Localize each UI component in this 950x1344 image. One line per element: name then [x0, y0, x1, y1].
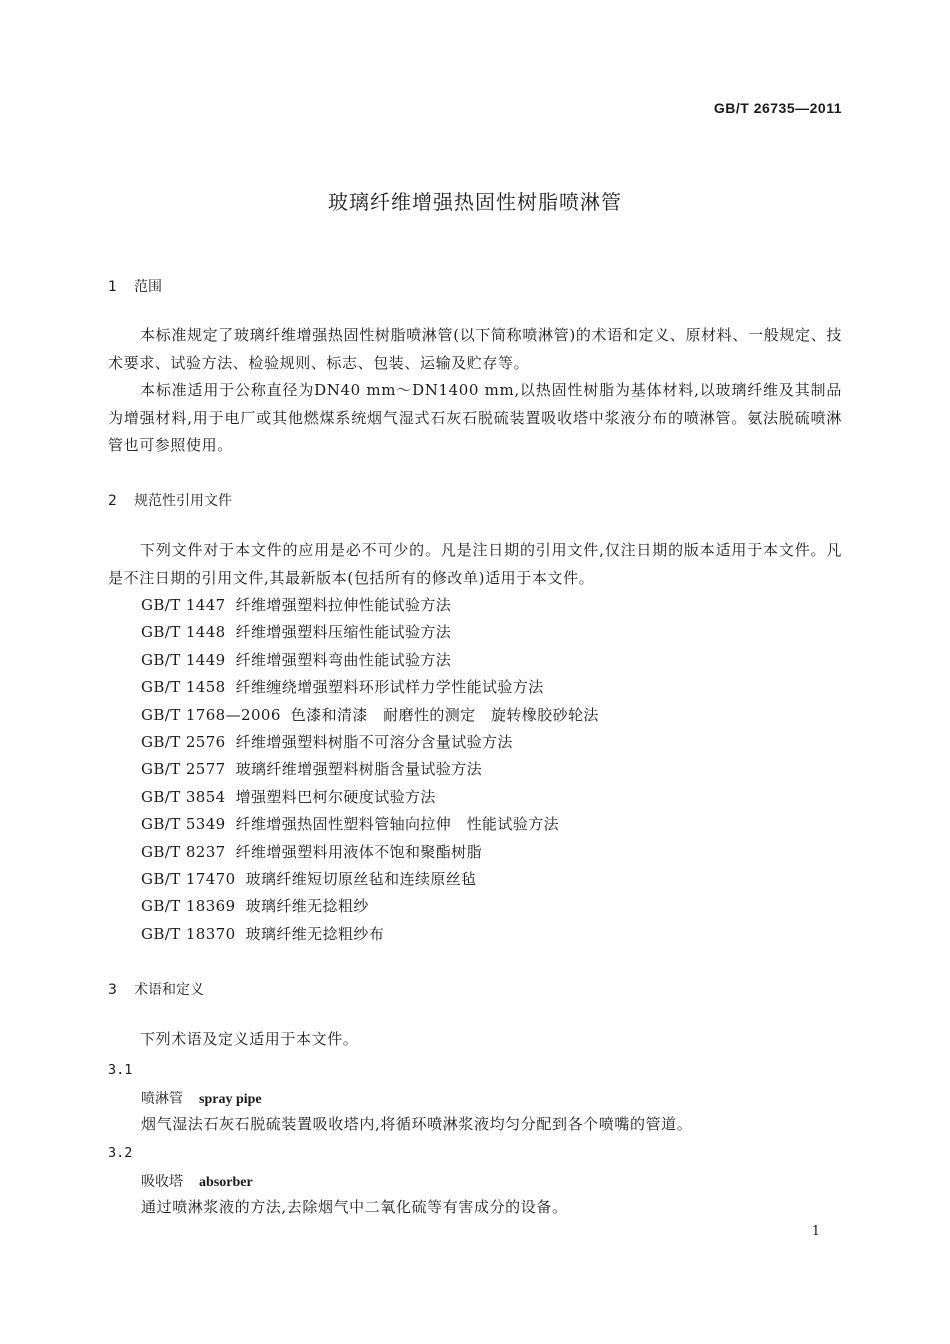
reference-title: 玻璃纤维增强塑料树脂含量试验方法: [235, 760, 483, 779]
scope-paragraph-1: 本标准规定了玻璃纤维增强热固性树脂喷淋管(以下简称喷淋管)的术语和定义、原材料、一般规定、技术要求、试验方法、检验规则、标志、包装、运输及贮存等。: [108, 326, 842, 372]
scope-paragraph-2: 本标准适用于公称直径为DN40 mm～DN1400 mm,以热固性树脂为基体材料,以玻璃纤维及其制品为增强材料,用于电厂或其他燃煤系统烟气湿式石灰石脱硫装置吸收塔中浆液分布的喷淋管。氨法脱硫喷淋管也可参照使用。: [108, 381, 842, 454]
reference-item: [141, 592, 599, 619]
reference-title: 纤维增强塑料压缩性能试验方法: [235, 623, 452, 642]
section-2-heading: [108, 490, 232, 510]
section-3-heading: [108, 979, 204, 999]
reference-item: [141, 674, 599, 701]
reference-code: GB/T 2576: [141, 732, 226, 751]
reference-title: 纤维缠绕增强塑料环形试样力学性能试验方法: [235, 678, 544, 697]
reference-code: GB/T 1448: [141, 623, 226, 642]
reference-item: [141, 619, 599, 646]
terms-intro: 下列术语及定义适用于本文件。: [140, 1030, 359, 1048]
reference-title: 色漆和清漆 耐磨性的测定 旋转橡胶砂轮法: [290, 705, 599, 724]
reference-item: [141, 811, 599, 838]
reference-item: [141, 921, 599, 948]
reference-code: GB/T 17470: [141, 869, 236, 888]
reference-item: [141, 893, 599, 920]
reference-title: 纤维增强塑料用液体不饱和聚酯树脂: [235, 842, 483, 861]
reference-item: [141, 784, 599, 811]
reference-title: 玻璃纤维短切原丝毡和连续原丝毡: [245, 869, 477, 888]
reference-item: [141, 647, 599, 674]
section-title: 术语和定义: [134, 982, 204, 998]
reference-item: [141, 839, 599, 866]
reference-code: GB/T 1458: [141, 678, 226, 697]
standard-code: GB/T 26735—2011: [713, 100, 842, 116]
term-name-en: spray pipe: [199, 1092, 262, 1107]
reference-title: 纤维增强热固性塑料管轴向拉伸 性能试验方法: [235, 815, 560, 834]
reference-item: [141, 729, 599, 756]
term-name: [141, 1171, 253, 1191]
term-name-zh: 吸收塔: [141, 1174, 183, 1190]
references-intro: 下列文件对于本文件的应用是必不可少的。凡是注日期的引用文件,仅注日期的版本适用于本文件。凡是不注日期的引用文件,其最新版本(包括所有的修改单)适用于本文件。: [108, 541, 842, 587]
page-number: 1: [811, 1224, 820, 1239]
section-number: 1: [108, 279, 117, 295]
reference-item: [141, 866, 599, 893]
section-number: 2: [108, 493, 117, 509]
reference-code: GB/T 1447: [141, 596, 226, 614]
reference-item: [141, 702, 599, 729]
section-title: 范围: [134, 279, 162, 295]
reference-title: 增强塑料巴柯尔硬度试验方法: [235, 787, 436, 806]
reference-title: 纤维增强塑料拉伸性能试验方法: [235, 596, 452, 614]
term-definition: 烟气湿法石灰石脱硫装置吸收塔内,将循环喷淋浆液均匀分配到各个喷嘴的管道。: [141, 1115, 693, 1133]
reference-code: GB/T 5349: [141, 815, 226, 834]
reference-code: GB/T 18369: [141, 897, 236, 916]
reference-title: 玻璃纤维无捻粗纱布: [245, 924, 385, 943]
term-name: [141, 1088, 262, 1108]
term-number: 3.2: [108, 1145, 133, 1161]
section-number: 3: [108, 982, 117, 998]
section-1-heading: [108, 276, 162, 296]
term-name-en: absorber: [199, 1175, 253, 1190]
term-definition: 通过喷淋浆液的方法,去除烟气中二氧化硫等有害成分的设备。: [141, 1198, 568, 1216]
reference-title: 纤维增强塑料弯曲性能试验方法: [235, 650, 452, 669]
reference-item: [141, 756, 599, 783]
term-number: 3.1: [108, 1062, 133, 1078]
reference-code: GB/T 1768—2006: [141, 705, 281, 724]
reference-list: [141, 592, 599, 948]
document-title: 玻璃纤维增强热固性树脂喷淋管: [328, 190, 622, 214]
reference-code: GB/T 3854: [141, 787, 226, 806]
reference-code: GB/T 18370: [141, 924, 236, 943]
reference-code: GB/T 1449: [141, 650, 226, 669]
section-title: 规范性引用文件: [134, 493, 232, 509]
reference-code: GB/T 2577: [141, 760, 226, 779]
reference-title: 玻璃纤维无捻粗纱: [245, 897, 369, 916]
reference-code: GB/T 8237: [141, 842, 226, 861]
reference-title: 纤维增强塑料树脂不可溶分含量试验方法: [235, 732, 513, 751]
term-name-zh: 喷淋管: [141, 1091, 183, 1107]
